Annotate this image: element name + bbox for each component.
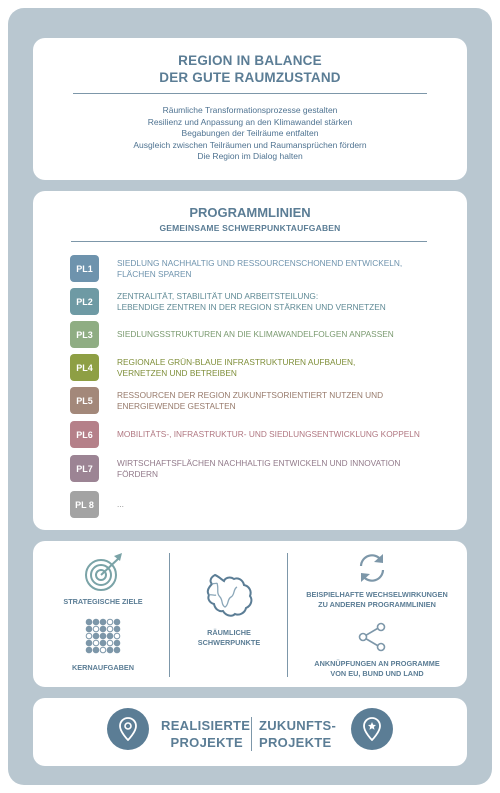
- region-map-icon: [203, 569, 257, 623]
- pl-row-7: [70, 454, 430, 483]
- pl-badge: PL7: [70, 455, 99, 482]
- dot-grid-dot: [114, 647, 120, 653]
- wechselwirkungen-label: [295, 590, 459, 610]
- programmlinien-subtitle: GEMEINSAME SCHWERPUNKTAUFGABEN: [159, 223, 341, 233]
- dot-grid-dot: [100, 633, 106, 639]
- pl-label-line2: ENERGIEWENDE GESTALTEN: [117, 400, 236, 411]
- pl-row-4: [70, 353, 430, 382]
- pl-label-line1: WIRTSCHAFTSFLÄCHEN NACHHALTIG ENTWICKELN UND INNOVATION FÖRDERN: [117, 457, 401, 479]
- dot-grid-dot: [107, 619, 113, 625]
- region-title-line1: REGION IN BALANCE: [178, 53, 322, 68]
- kernaufgaben-label: KERNAUFGABEN: [71, 663, 135, 672]
- region-goal-list: [33, 105, 467, 163]
- pl-badge: PL4: [70, 354, 99, 381]
- region-divider: [73, 93, 427, 94]
- region-goal-item: Resilienz und Anpassung an den Klimawandel stärken: [147, 116, 353, 127]
- pl-label: [117, 390, 383, 412]
- region-goal-item: Begabungen der Teilräume entfalten: [181, 128, 319, 138]
- pl-label-line2: LEBENDIGE ZENTREN IN DER REGION STÄRKEN UND VERNETZEN: [117, 301, 386, 312]
- zukunft-line1: ZUKUNFTS-: [259, 718, 337, 733]
- region-card: [33, 38, 467, 180]
- realisierte-projekte-pin: [107, 708, 149, 750]
- pl-label-line1: ZENTRALITÄT, STABILITÄT UND ARBEITSTEILUNG:: [117, 290, 319, 301]
- pl-label-line2: FLÄCHEN SPAREN: [117, 268, 192, 279]
- pl-label-line1: REGIONALE GRÜN-BLAUE INFRASTRUKTUREN AUFBAUEN,: [117, 356, 356, 367]
- dot-grid-dot: [86, 626, 92, 632]
- region-title-line2: DER GUTE RAUMZUSTAND: [159, 70, 341, 85]
- dot-grid-dot: [86, 647, 92, 653]
- infographic-frame: [8, 8, 492, 785]
- dot-grid-dot: [93, 619, 99, 625]
- programmlinien-card: [33, 191, 467, 530]
- zukunftsprojekte-label: [259, 717, 349, 751]
- pl-badge: PL1: [70, 255, 99, 282]
- target-icon: [83, 552, 127, 592]
- pl-badge: PL6: [70, 421, 99, 448]
- share-network-icon: [355, 622, 389, 652]
- dot-grid-dot: [100, 647, 106, 653]
- dot-grid-dot: [93, 647, 99, 653]
- pl-row-5: [70, 386, 430, 415]
- wechsel-label-line2: ZU ANDEREN PROGRAMMLINIEN: [318, 600, 436, 609]
- pl-label: [117, 499, 124, 510]
- pl-label: [117, 458, 430, 480]
- realisierte-projekte-label: [161, 717, 251, 751]
- pl-label-line1: SIEDLUNG NACHHALTIG UND RESSOURCENSCHONEND ENTWICKELN,: [117, 257, 403, 268]
- pl-badge: PL2: [70, 288, 99, 315]
- realisiert-line2: PROJEKTE: [170, 735, 243, 750]
- pl-label: [117, 429, 420, 440]
- region-goal-item: Räumliche Transformationsprozesse gestalten: [162, 105, 338, 115]
- dot-grid-dot: [100, 626, 106, 632]
- pl-label-line1: MOBILITÄTS-, INFRASTRUKTUR- UND SIEDLUNGSENTWICKLUNG KOPPELN: [117, 429, 420, 439]
- programmlinien-divider: [71, 241, 427, 242]
- divider-right: [287, 553, 288, 677]
- dot-grid-dot: [107, 633, 113, 639]
- dot-grid-dot: [86, 640, 92, 646]
- dot-grid-dot: [93, 640, 99, 646]
- pl-row-8: [70, 490, 430, 519]
- anknuepfungen-label: [295, 659, 459, 679]
- raeumliche-label-line1: RÄUMLICHE: [207, 628, 251, 637]
- dot-grid-dot: [114, 626, 120, 632]
- elements-card: [33, 541, 467, 687]
- dot-grid-icon: [85, 618, 121, 654]
- pl-label-line2: VERNETZEN UND BETREIBEN: [117, 367, 237, 378]
- pl-badge: PL5: [70, 387, 99, 414]
- star-pin-icon: [363, 717, 381, 741]
- pl-badge: PL3: [70, 321, 99, 348]
- anknuepf-label-line2: VON EU, BUND UND LAND: [330, 669, 424, 678]
- dot-grid-dot: [100, 640, 106, 646]
- zukunft-line2: PROJEKTE: [259, 735, 332, 750]
- dot-grid-dot: [114, 640, 120, 646]
- pl-label: [117, 329, 394, 340]
- dot-grid-dot: [100, 619, 106, 625]
- location-pin-icon: [119, 717, 137, 741]
- pl-row-1: [70, 254, 430, 283]
- dot-grid-dot: [107, 647, 113, 653]
- strategische-ziele-label: STRATEGISCHE ZIELE: [63, 597, 143, 606]
- dot-grid-dot: [86, 619, 92, 625]
- dot-grid-dot: [107, 626, 113, 632]
- wechsel-label-line1: BEISPIELHAFTE WECHSELWIRKUNGEN: [306, 590, 448, 599]
- dot-grid-dot: [93, 633, 99, 639]
- realisiert-line1: REALISIERTE: [161, 718, 251, 733]
- pl-label-line1: SIEDLUNGSSTRUKTUREN AN DIE KLIMAWANDELFOLGEN ANPASSEN: [117, 329, 394, 339]
- raeumliche-schwerpunkte-label: [173, 628, 285, 648]
- pl-badge: PL 8: [70, 491, 99, 518]
- pl-label-line1: RESSOURCEN DER REGION ZUKUNFTSORIENTIERT NUTZEN UND: [117, 389, 384, 400]
- pl-row-3: [70, 320, 430, 349]
- divider-left: [169, 553, 170, 677]
- pl-label: [117, 291, 386, 313]
- pl-label-line1: ...: [117, 499, 124, 509]
- region-goal-item: Die Region im Dialog halten: [197, 151, 303, 161]
- pl-label: [117, 357, 355, 379]
- programmlinien-title: PROGRAMMLINIEN: [189, 205, 311, 220]
- dot-grid-dot: [107, 640, 113, 646]
- pl-label: [117, 258, 402, 280]
- dot-grid-dot: [93, 626, 99, 632]
- dot-grid-dot: [114, 633, 120, 639]
- region-goal-item: Ausgleich zwischen Teilräumen und Raumansprüchen fördern: [133, 139, 367, 150]
- dot-grid-dot: [86, 633, 92, 639]
- raeumliche-label-line2: SCHWERPUNKTE: [197, 638, 261, 647]
- dot-grid-dot: [114, 619, 120, 625]
- anknuepf-label-line1: ANKNÜPFUNGEN AN PROGRAMME: [314, 659, 440, 668]
- pl-row-6: [70, 420, 430, 449]
- cycle-arrows-icon: [356, 551, 388, 585]
- projects-card: [33, 698, 467, 766]
- zukunftsprojekte-pin: [351, 708, 393, 750]
- pl-row-2: [70, 287, 430, 316]
- projects-divider: [251, 717, 252, 751]
